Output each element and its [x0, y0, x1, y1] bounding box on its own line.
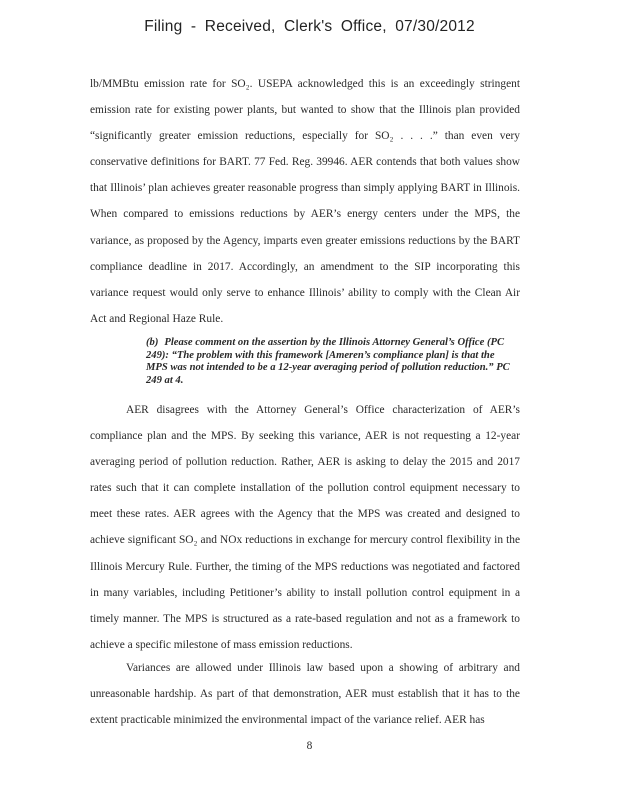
page-number: 8: [306, 740, 313, 752]
question-label: (b): [146, 337, 159, 348]
paragraph-bart-comparison: [90, 71, 520, 332]
paragraph-variances: [90, 655, 520, 733]
paragraph-text: Variances are allowed under Illinois law based upon a showing of arbitrary and unreasonable hardship. As part of that demonstration, AER must establish that it has to the extent practicable minimized the environmental impact of the variance relief. AER has: [90, 662, 520, 727]
question-heading: [146, 337, 518, 387]
paragraph-text: AER disagrees with the Attorney General’s Office characterization of AER’s compliance plan and the MPS. By seeking this variance, AER is not requesting a 12-year averaging period of pollution reduction. Rather, AER is asking to delay the 2015 and 2017 rates such that it can complete installation of the pollution control equipment necessary to meet these rates. AER agrees with the Agency that the MPS was created and designed to achieve significant SO₂ and NOx reductions in exchange for mercury control flexibility in the Illinois Mercury Rule. Further, the timing of the MPS reductions was negotiated and factored in many variables, including Petitioner’s ability to install pollution control equipment in a timely manner. The MPS is structured as a rate-based regulation and not as a framework to achieve a specific milestone of mass emission reductions.: [90, 404, 520, 651]
question-text: Please comment on the assertion by the Illinois Attorney General’s Office (PC 249): “The problem with this framework [Ameren’s compliance plan] is that the MPS was not intended to be a 12-year averaging period of pollution reduction.” PC 249 at 4.: [146, 337, 510, 386]
paragraph-aer-disagrees: [90, 397, 520, 658]
paragraph-text: lb/MMBtu emission rate for SO₂. USEPA acknowledged this is an exceedingly stringent emission rate for existing power plants, but wanted to show that the Illinois plan provided “significantly greater emission reductions, especially for SO₂ . . . .” than even very conservative definitions for BART. 77 Fed. Reg. 39946. AER contends that both values show that Illinois’ plan achieves greater reasonable progress than simply applying BART in Illinois. When compared to emissions reductions by AER’s energy centers under the MPS, the variance, as proposed by the Agency, imparts even greater emissions reductions by the BART compliance deadline in 2017. Accordingly, an amendment to the SIP incorporating this variance request would only serve to enhance Illinois’ ability to comply with the Clean Air Act and Regional Haze Rule.: [90, 78, 520, 325]
filing-stamp-header: Filing - Received, Clerk's Office, 07/30/2012: [144, 18, 475, 35]
